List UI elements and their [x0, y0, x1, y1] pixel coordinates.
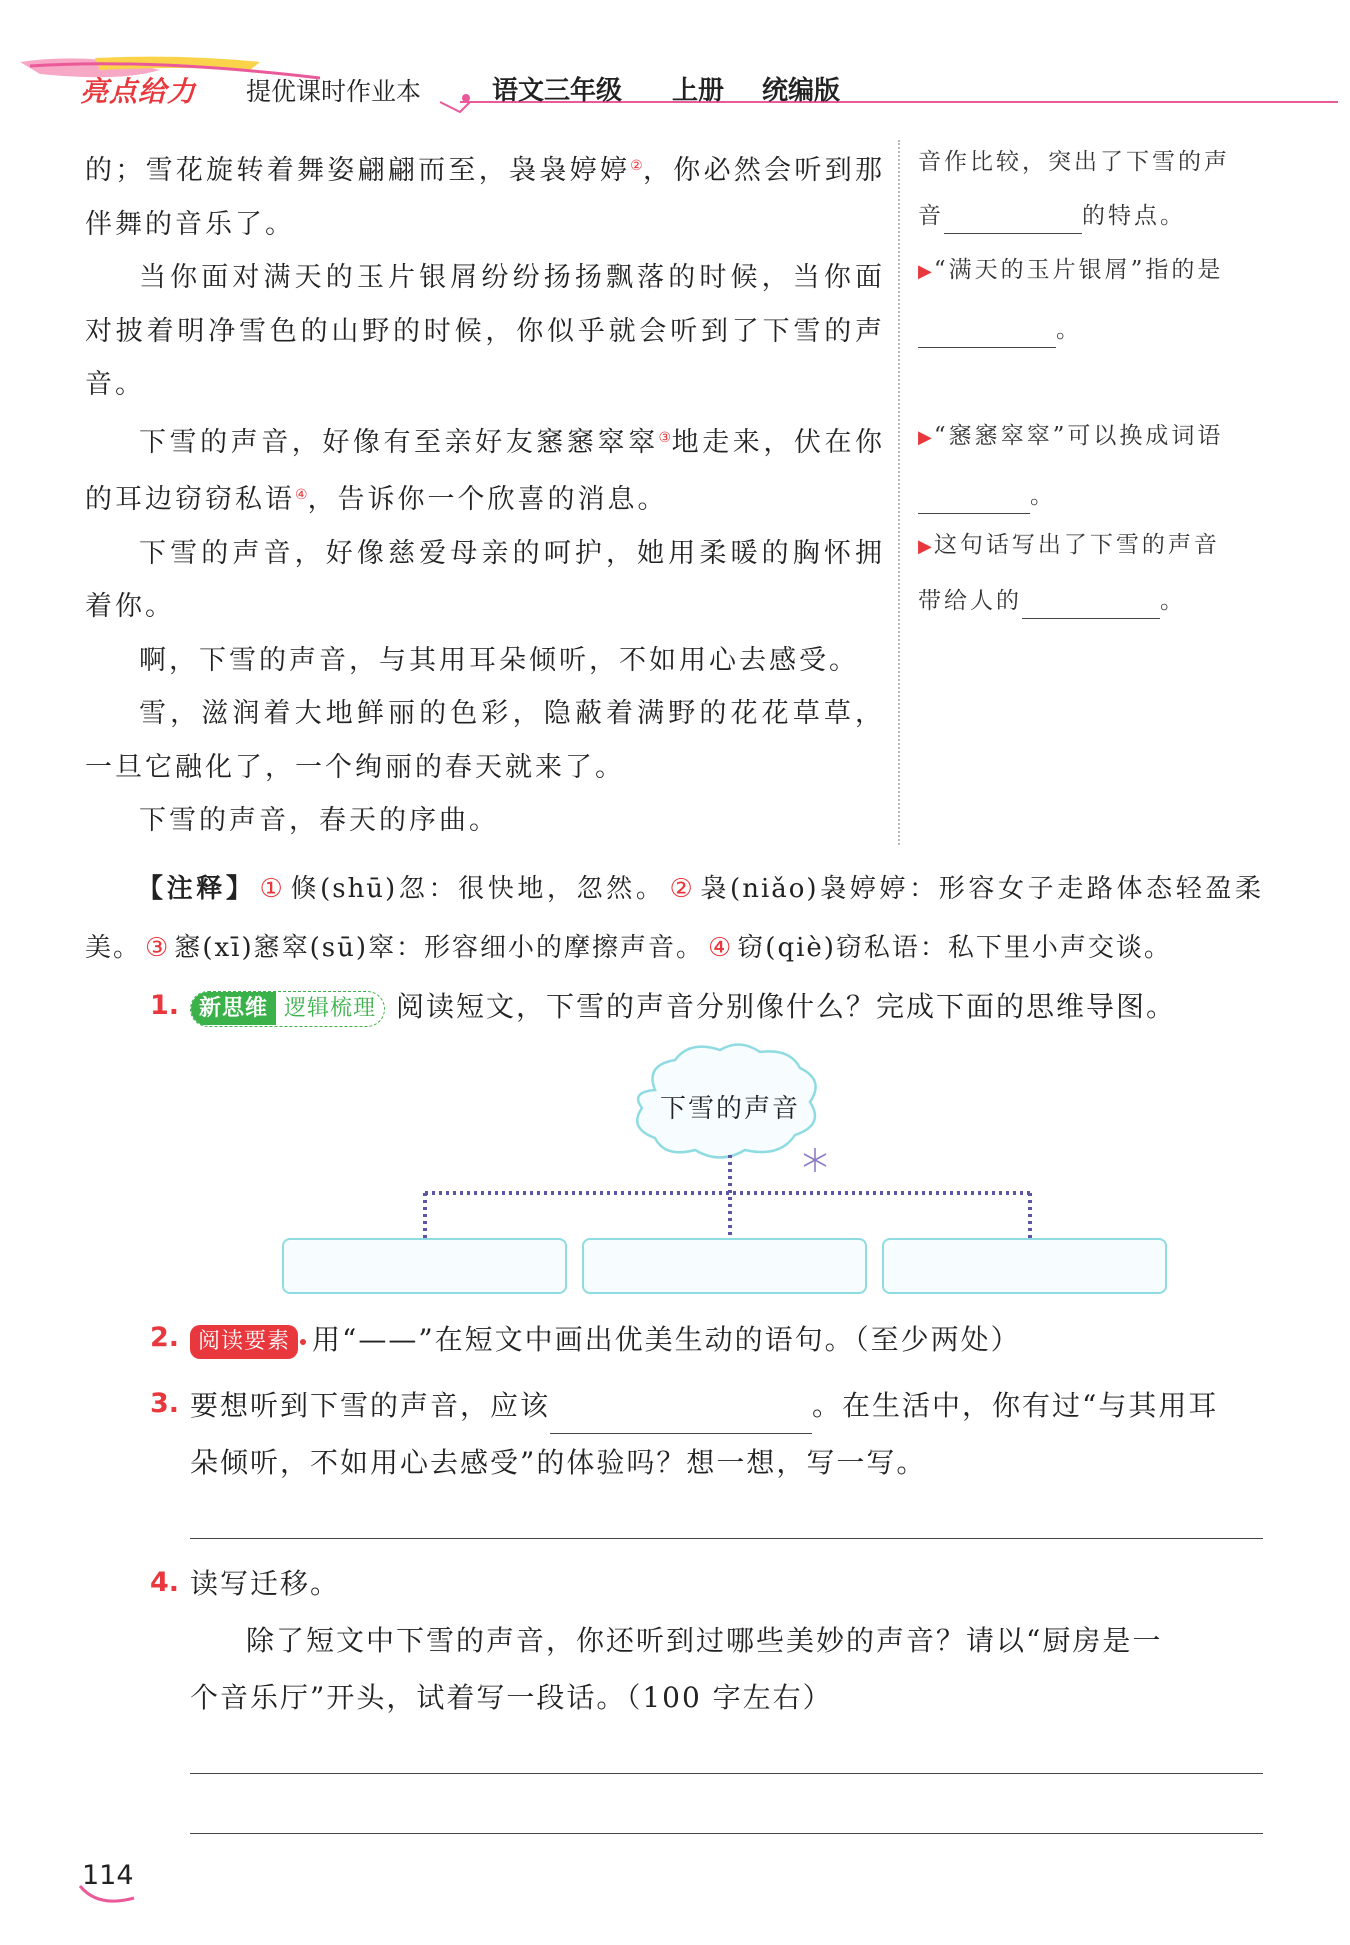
question-2-text: 阅读要素 用“——”在短文中画出优美生动的语句。（至少两处）	[190, 1311, 1021, 1368]
passage-paragraph-5: 啊，下雪的声音，与其用耳朵倾听，不如用心去感受。	[139, 644, 859, 676]
passage-paragraph-6: 雪，滋润着大地鲜丽的色彩，隐蔽着满野的花花草草，一旦它融化了，一个绚丽的春天就来了。	[85, 698, 885, 783]
mind-map-answer-box-2[interactable]	[582, 1238, 867, 1294]
fill-blank[interactable]	[918, 318, 1056, 348]
sidebar-note-2: ▶“满天的玉片银屑”指的是 。	[918, 252, 1263, 348]
tag-dot-icon	[300, 1339, 306, 1345]
new-thinking-tag: 新思维 逻辑梳理	[190, 991, 385, 1027]
passage-paragraph-3: 下雪的声音，好像有至亲好友窸窸窣窣③地走来，伏在你的耳边窃窃私语④，告诉你一个欣喜的消息。	[85, 426, 886, 515]
sidebar-note-1: 音作比较，突出了下雪的声 音 的特点。	[918, 144, 1263, 234]
passage-paragraph-4: 下雪的声音，好像慈爱母亲的呵护，她用柔暖的胸怀拥着你。	[85, 537, 885, 622]
mind-map-center-label: 下雪的声音	[659, 1094, 800, 1124]
sidebar-note-3: ▶“窸窸窣窣”可以换成词语 。	[918, 418, 1263, 514]
header-edition: 统编版	[762, 76, 841, 106]
triangle-marker-icon: ▶	[918, 536, 932, 557]
writing-line[interactable]	[190, 1538, 1263, 1539]
column-divider	[898, 140, 900, 845]
header-volume: 上册	[672, 76, 725, 106]
fill-blank[interactable]	[550, 1404, 812, 1434]
triangle-marker-icon: ▶	[918, 261, 932, 282]
passage-paragraph-2: 当你面对满天的玉片银屑纷纷扬扬飘落的时候，当你面对披着明净雪色的山野的时候，你似乎就会听到了下雪的声音。	[85, 262, 885, 400]
passage-paragraph-1: 的；雪花旋转着舞姿翩翩而至，袅袅婷婷②，你必然会听到那伴舞的音乐了。	[85, 155, 886, 240]
reading-passage	[85, 140, 885, 848]
mind-map-answer-box-1[interactable]	[282, 1238, 567, 1294]
footnote-marker: ④	[295, 487, 308, 503]
annotation-notes: 【注释】 ① 倏(shū)忽：很快地，忽然。 ② 袅(niǎo)袅婷婷：形容女子走路体态轻盈柔美。 ③ 窸(xī)窸窣(sū)窣：形容细小的摩擦声音。 ④ 窃(qiè)窃私语：私下里小声交谈。	[85, 874, 1263, 963]
sidebar-note-4: ▶这句话写出了下雪的声音 带给人的 。	[918, 527, 1263, 619]
question-2-number: 2.	[150, 1322, 180, 1353]
fill-blank[interactable]	[944, 204, 1082, 234]
question-4-prompt: 除了短文中下雪的声音，你还听到过哪些美妙的声音？请以“厨房是一 个音乐厅”开头，试着写一段话。（100 字左右）	[190, 1624, 1163, 1714]
mind-map-answer-box-3[interactable]	[882, 1238, 1167, 1294]
reading-elements-tag: 阅读要素	[190, 1325, 298, 1359]
passage-paragraph-7: 下雪的声音，春天的序曲。	[139, 805, 499, 836]
brand-subtitle: 提优课时作业本	[246, 77, 422, 106]
fill-blank[interactable]	[1022, 589, 1160, 619]
page-header	[0, 0, 1350, 125]
fill-blank[interactable]	[918, 484, 1030, 514]
brand-logo-text: 亮点给力	[80, 75, 197, 108]
page-number: 114	[82, 1860, 134, 1891]
footnote-marker: ③	[658, 429, 672, 446]
question-1-text: 新思维 逻辑梳理 阅读短文，下雪的声音分别像什么？完成下面的思维导图。	[190, 978, 1176, 1035]
question-3-number: 3.	[150, 1388, 180, 1419]
footnote-marker: ②	[630, 158, 643, 174]
question-4-title: 读写迁移。	[190, 1567, 341, 1600]
writing-line[interactable]	[190, 1833, 1263, 1834]
triangle-marker-icon: ▶	[918, 427, 932, 448]
question-1-number: 1.	[150, 990, 180, 1021]
notes-label: 【注释】	[137, 874, 256, 904]
snowflake-icon	[804, 1148, 826, 1172]
header-subject: 语文三年级	[492, 76, 623, 106]
question-4-number: 4.	[150, 1567, 180, 1598]
question-3-text: 要想听到下雪的声音，应该 。在生活中，你有过“与其用耳 朵倾听，不如用心去感受”的体验吗？想一想，写一写。	[190, 1389, 1219, 1479]
writing-line[interactable]	[190, 1773, 1263, 1774]
